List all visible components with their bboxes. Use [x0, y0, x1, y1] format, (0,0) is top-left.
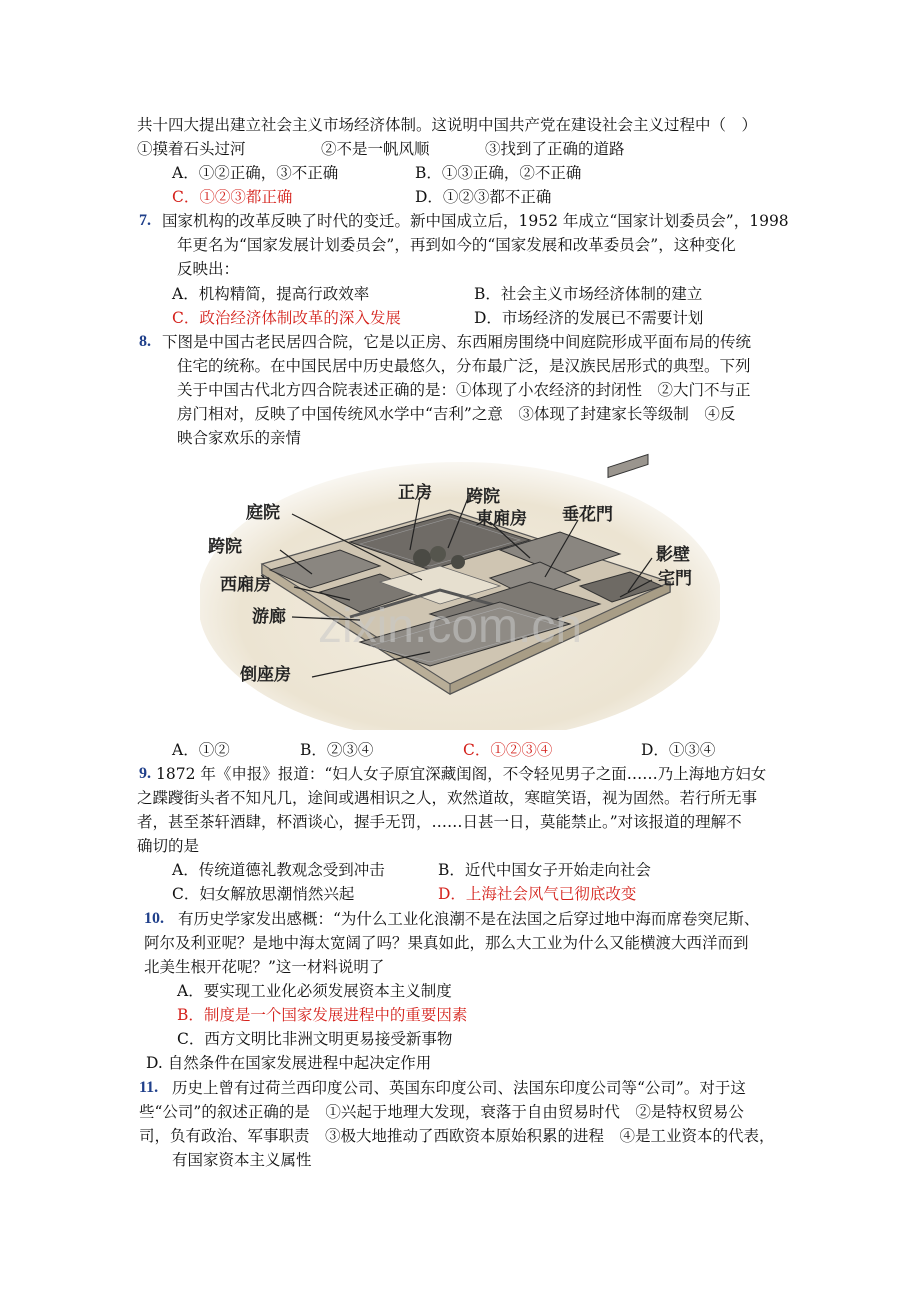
screen-wall [608, 454, 648, 477]
tree-3 [451, 555, 465, 569]
q7-line-2: 年更名为“国家发展计划委员会”，再到如今的“国家发展和改革委员会”，这种变化 [177, 236, 736, 254]
q11-line-4: 有国家资本主义属性 [172, 1151, 312, 1169]
q9-line-3: 者，甚至茶轩酒肆，杯酒谈心，握手无罚，……日甚一日，莫能禁止。”对该报道的理解不 [137, 813, 742, 831]
label-daozuofang: 倒座房 [240, 665, 291, 685]
q10-line-3: 北美生根开花呢？”这一材料说明了 [144, 958, 385, 976]
label-kuayuan-left: 跨院 [208, 537, 242, 557]
q8-option-b: B．②③④ [300, 741, 374, 759]
q7-option-d: D．市场经济的发展已不需要计划 [474, 309, 704, 327]
q9-line-4: 确切的是 [137, 837, 200, 855]
label-zhaimen: 宅門 [658, 569, 692, 589]
q9-option-a: A．传统道德礼教观念受到冲击 [172, 861, 385, 879]
watermark-text: zixin.com.cn [317, 600, 583, 653]
siheyuan-drawing [200, 452, 720, 730]
q6-option-d: D．①②③都不正确 [415, 188, 552, 206]
q9-option-b: B．近代中国女子开始走向社会 [438, 861, 651, 879]
q7-line-1: 国家机构的改革反映了时代的变迁。新中国成立后，1952 年成立“国家计划委员会”，1998 [162, 212, 789, 230]
q8-number: 8. [139, 333, 151, 350]
q7-option-c-answer: C．政治经济体制改革的深入发展 [172, 309, 401, 327]
label-yingbi: 影壁 [656, 545, 690, 565]
tree-1 [413, 549, 431, 567]
label-kuayuan-top: 跨院 [466, 487, 500, 507]
q10-line-2: 阿尔及利亚呢？是地中海太宽阔了吗？果真如此，那么大工业为什么又能横渡大西洋而到 [144, 934, 749, 952]
q9-option-c: C．妇女解放思潮悄然兴起 [172, 885, 355, 903]
q7-option-a: A．机构精简，提高行政效率 [172, 285, 370, 303]
q8-option-c-answer: C．①②③④ [463, 741, 553, 759]
q10-option-a: A．要实现工业化必须发展资本主义制度 [177, 982, 452, 1000]
q9-line-1: 1872 年《申报》报道：“妇人女子原宜深藏闺阁，不令轻见男子之面……乃上海地方妇女 [156, 765, 767, 783]
label-xixiangfang: 西廂房 [220, 575, 271, 595]
q7-line-3: 反映出： [177, 260, 240, 278]
label-youlang: 游廊 [252, 607, 286, 627]
q8-option-a: A．①② [172, 741, 230, 759]
q11-line-3: 司，负有政治、军事职责 ③极大地推动了西欧资本原始积累的进程 ④是工业资本的代表， [139, 1127, 775, 1145]
label-dongxiangfang: 東廂房 [476, 509, 527, 529]
q11-line-2: 些“公司”的叙述正确的是 ①兴起于地理大发现，衰落于自由贸易时代 ②是特权贸易公 [139, 1103, 744, 1121]
q9-number: 9. [139, 765, 151, 782]
q6-option-a: A．①②正确，③不正确 [172, 164, 339, 182]
siheyuan-illustration [200, 452, 720, 730]
q9-option-d-answer: D．上海社会风气已彻底改变 [438, 885, 637, 903]
q6-stem-tail: 共十四大提出建立社会主义市场经济体制。这说明中国共产党在建设社会主义过程中（ ） [137, 116, 758, 134]
q10-line-1: 有历史学家发出感概：“为什么工业化浪潮不是在法国之后穿过地中海而席卷突尼斯、 [178, 910, 760, 928]
q10-option-b-answer: B．制度是一个国家发展进程中的重要因素 [177, 1006, 468, 1024]
q8-line-2: 住宅的统称。在中国民居中历史最悠久，分布最广泛，是汉族民居形式的典型。下列 [177, 357, 751, 375]
q6-statement-2: ②不是一帆风顺 [321, 140, 430, 158]
q6-statement-1: ①摸着石头过河 [137, 140, 246, 158]
q8-line-4: 房门相对，反映了中国传统风水学中“吉利”之意 ③体现了封建家长等级制 ④反 [177, 405, 736, 423]
q6-statement-3: ③找到了正确的道路 [485, 140, 625, 158]
q8-line-1: 下图是中国古老民居四合院，它是以正房、东西厢房围绕中间庭院形成平面布局的传统 [162, 333, 752, 351]
q11-line-1: 历史上曾有过荷兰西印度公司、英国东印度公司、法国东印度公司等“公司”。对于这 [172, 1079, 746, 1097]
q7-number: 7. [139, 212, 151, 229]
q8-line-3: 关于中国古代北方四合院表述正确的是：①体现了小农经济的封闭性 ②大门不与正 [177, 381, 751, 399]
label-tingyuan: 庭院 [246, 503, 280, 523]
q6-option-c-answer: C．①②③都正确 [172, 188, 293, 206]
tree-2 [430, 546, 446, 562]
q9-line-2: 之蹀躞街头者不知凡几，途间或遇相识之人，欢然道故，寒暄笑语，视为固然。若行所无事 [137, 789, 758, 807]
q10-number: 10. [144, 910, 164, 927]
q11-number: 11. [139, 1079, 159, 1096]
q7-option-b: B．社会主义市场经济体制的建立 [474, 285, 703, 303]
q6-option-b: B．①③正确，②不正确 [415, 164, 582, 182]
label-chuihuamen: 垂花門 [562, 505, 613, 525]
q10-option-d: D. 自然条件在国家发展进程中起决定作用 [146, 1054, 432, 1072]
q8-option-d: D．①③④ [641, 741, 716, 759]
label-zhengfang: 正房 [398, 483, 432, 503]
q10-option-c: C．西方文明比非洲文明更易接受新事物 [177, 1030, 453, 1048]
q8-line-5: 映合家欢乐的亲情 [177, 429, 302, 447]
